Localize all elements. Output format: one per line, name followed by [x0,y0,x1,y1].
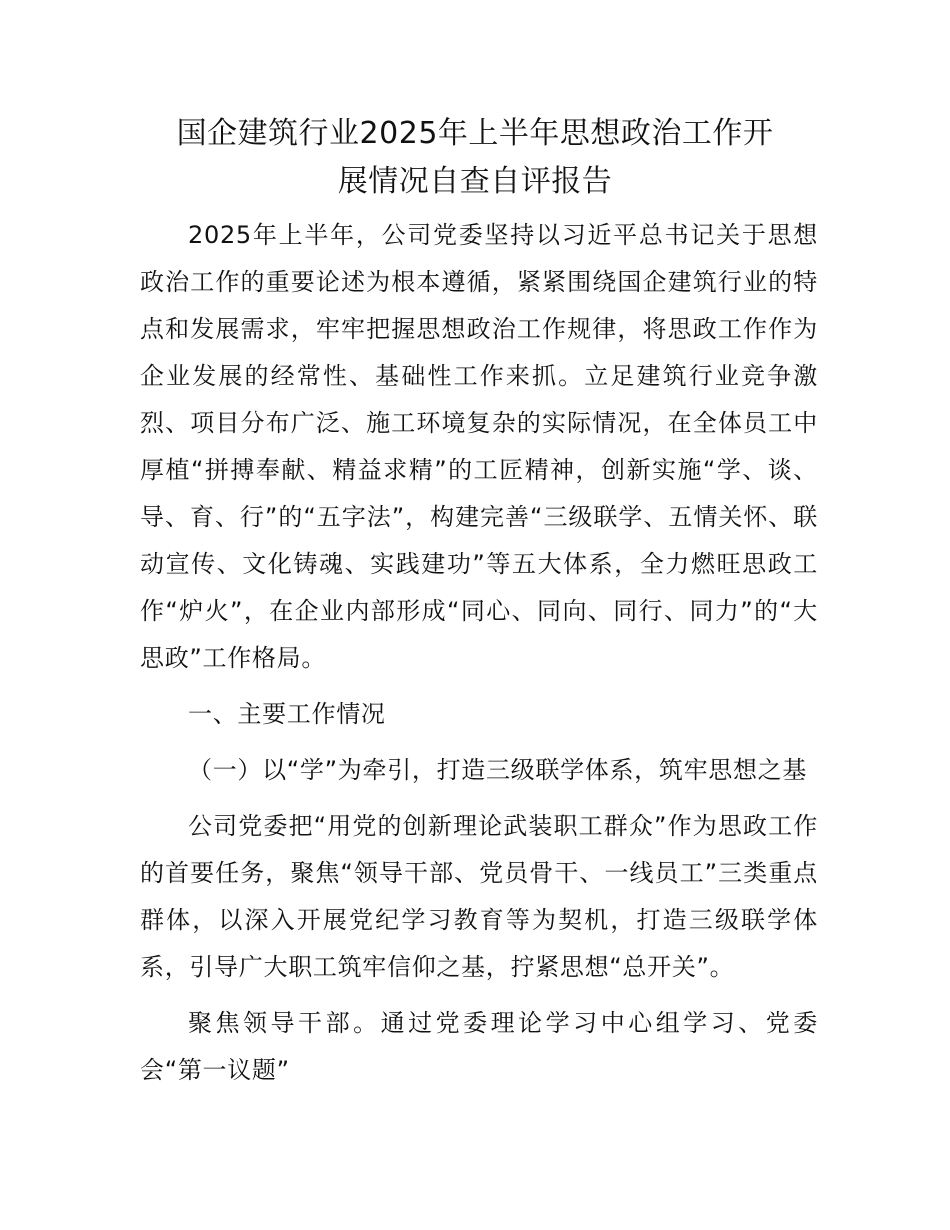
intro-paragraph: 2025年上半年，公司党委坚持以习近平总书记关于思想政治工作的重要论述为根本遵循，紧紧围绕国企建筑行业的特点和发展需求，牢牢把握思想政治工作规律，将思政工作作为企业发展的经常性、基础性工作来抓。立足建筑行业竞争激烈、项目分布广泛、施工环境复杂的实际情况，在全体员工中厚植“拼搏奉献、精益求精”的工匠精神，创新实施“学、谈、导、育、行”的“五字法”，构建完善“三级联学、五情关怀、联动宣传、文化铸魂、实践建功”等五大体系，全力燃旺思政工作“炉火”，在企业内部形成“同心、同向、同行、同力”的“大思政”工作格局。 [140,221,818,672]
body-paragraph: 公司党委把“用党的创新理论武装职工群众”作为思政工作的首要任务，聚焦“领导干部、党员骨干、一线员工”三类重点群体，以深入开展党纪学习教育等为契机，打造三级联学体系，引导广大职工筑牢信仰之基，拧紧思想“总开关”。 [140,812,818,981]
subsection-heading: （一）以“学”为牵引，打造三级联学体系，筑牢思想之基 [188,756,808,784]
title-line-1: 国企建筑行业2025年上半年思想政治工作开 [176,116,774,151]
section-heading: 一、主要工作情况 [188,700,386,728]
document-title [130,110,820,206]
body-paragraph: 聚焦领导干部。通过党委理论学习中心组学习、党委会“第一议题” [140,1009,818,1084]
document-body [140,212,818,1094]
title-line-2: 展情况自查自评报告 [337,164,613,199]
